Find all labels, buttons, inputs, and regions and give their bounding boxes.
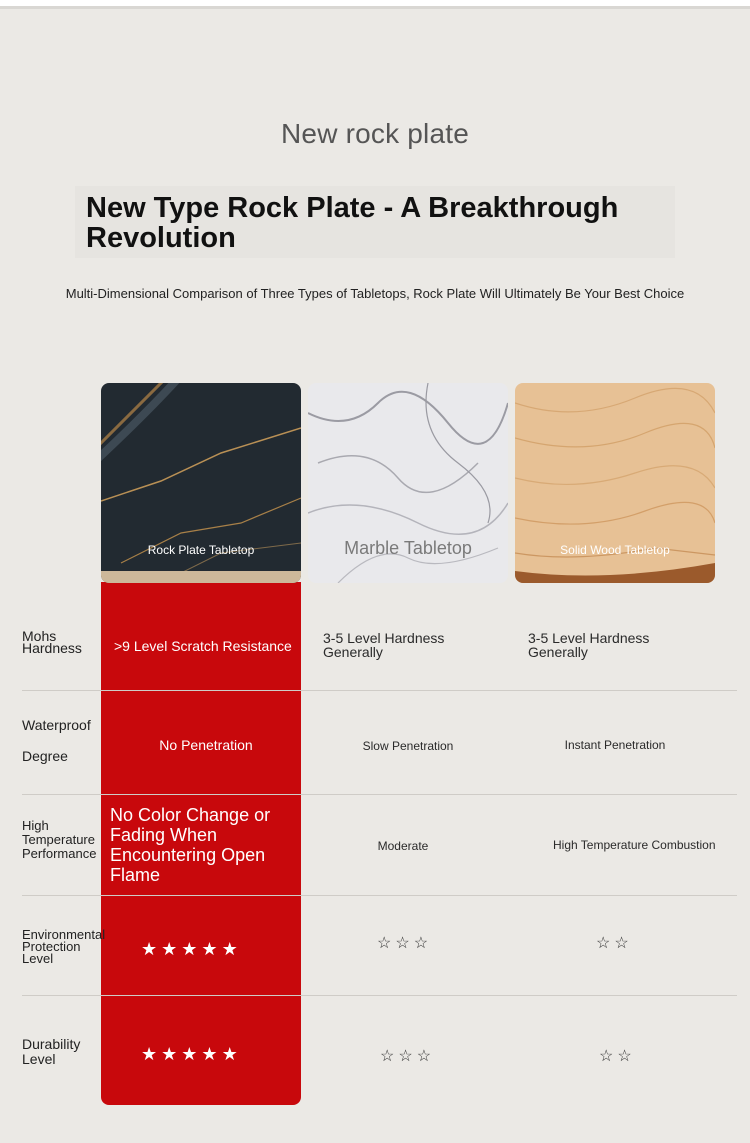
row-label-environmental-protection: Environmental Protection Level bbox=[22, 927, 106, 966]
row-label-waterproof: Waterproof bbox=[22, 717, 91, 733]
rock-temperature-value: No Color Change or Fading When Encountering Open Flame bbox=[110, 805, 271, 885]
star-outline-icon: ☆ bbox=[617, 1048, 632, 1065]
section-kicker: New rock plate bbox=[281, 118, 469, 149]
wood-temperature-value: High Temperature Combustion bbox=[553, 838, 716, 852]
page-subtitle: Multi-Dimensional Comparison of Three Types of Tabletops, Rock Plate Will Ultimately Be Your Best Choice bbox=[65, 286, 685, 301]
star-filled-icon: ★ bbox=[181, 1044, 198, 1064]
row-divider bbox=[22, 995, 737, 996]
row-divider bbox=[22, 794, 737, 795]
page-title: New Type Rock Plate - A Breakthrough Revolution bbox=[86, 192, 619, 254]
star-outline-icon: ☆ bbox=[599, 1048, 614, 1065]
star-filled-icon: ★ bbox=[161, 939, 178, 959]
wood-durability-rating bbox=[599, 1048, 632, 1066]
star-filled-icon: ★ bbox=[181, 939, 198, 959]
star-filled-icon: ★ bbox=[201, 939, 218, 959]
column-label-rock: Rock Plate Tabletop bbox=[147, 543, 255, 557]
star-outline-icon: ☆ bbox=[395, 935, 410, 952]
solid-wood-image bbox=[515, 383, 715, 583]
marble-durability-rating bbox=[380, 1048, 431, 1066]
star-outline-icon: ☆ bbox=[377, 935, 392, 952]
star-outline-icon: ☆ bbox=[596, 935, 611, 952]
star-outline-icon: ☆ bbox=[614, 935, 629, 952]
column-label-wood: Solid Wood Tabletop bbox=[560, 543, 670, 557]
wood-hardness-value: 3-5 Level Hardness Generally bbox=[528, 630, 650, 660]
wood-environmental-rating bbox=[596, 935, 629, 953]
rock-waterproof-value: No Penetration bbox=[159, 737, 253, 753]
star-filled-icon: ★ bbox=[221, 1044, 238, 1064]
top-divider bbox=[0, 6, 750, 9]
star-filled-icon: ★ bbox=[161, 1044, 178, 1064]
row-divider bbox=[22, 690, 737, 691]
star-filled-icon: ★ bbox=[141, 939, 158, 959]
marble-image bbox=[308, 383, 508, 583]
rock-environmental-rating bbox=[141, 940, 238, 958]
marble-temperature-value: Moderate bbox=[377, 839, 429, 853]
star-outline-icon: ☆ bbox=[380, 1048, 395, 1065]
star-outline-icon: ☆ bbox=[398, 1048, 413, 1065]
star-filled-icon: ★ bbox=[221, 939, 238, 959]
rock-plate-image bbox=[101, 383, 301, 583]
wood-waterproof-value: Instant Penetration bbox=[564, 738, 666, 752]
row-label-high-temperature: High Temperature Performance bbox=[22, 818, 97, 861]
marble-waterproof-value: Slow Penetration bbox=[362, 739, 454, 753]
row-label-mohs-hardness: Mohs Hardness bbox=[22, 628, 82, 656]
marble-environmental-rating bbox=[377, 935, 428, 953]
column-label-marble: Marble Tabletop bbox=[344, 538, 472, 558]
star-outline-icon: ☆ bbox=[413, 935, 429, 952]
star-filled-icon: ★ bbox=[201, 1044, 218, 1064]
marble-hardness-value: 3-5 Level Hardness Generally bbox=[323, 630, 445, 660]
row-divider bbox=[22, 895, 737, 896]
star-filled-icon: ★ bbox=[141, 1044, 158, 1064]
row-label-durability: Durability Level bbox=[22, 1036, 81, 1067]
rock-durability-rating bbox=[141, 1045, 238, 1063]
row-label-degree: Degree bbox=[22, 748, 68, 764]
rock-hardness-value: >9 Level Scratch Resistance bbox=[114, 638, 292, 654]
star-outline-icon: ☆ bbox=[416, 1048, 432, 1065]
